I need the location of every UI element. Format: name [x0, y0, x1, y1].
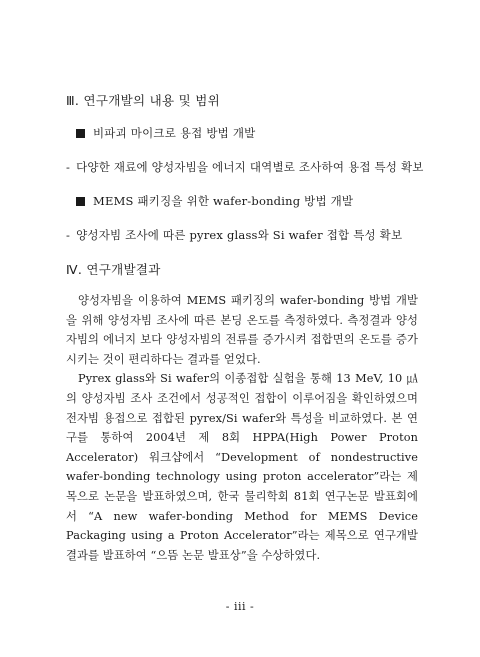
section-3-heading: Ⅲ. 연구개발의 내용 및 범위: [66, 93, 221, 108]
section-3-item-2: [66, 159, 424, 175]
item-text: 양성자빔 조사에 따른 pyrex glass와 Si wafer 접합 특성 확보: [76, 228, 403, 242]
section-3-item-4: [66, 227, 402, 243]
item-text: 비파괴 마이크로 용접 방법 개발: [93, 126, 256, 140]
section-3-item-3: [76, 193, 353, 209]
item-text: 다양한 재료에 양성자빔을 에너지 대역별로 조사하여 용접 특성 확보: [76, 160, 424, 174]
paragraph-2: Pyrex glass와 Si wafer의 이종접합 실험을 통해 13 MeV, 10 ㎂의 양성자빔 조사 조건에서 성공적인 접합이 이루어짐을 확인하였으며 전자빔 용접으로 접합된 pyrex/Si wafer와 특성을 비교하였다. 본 연구를 통하여 2004년 제 8회 HPPA(High Power Proton Accelerator) 워크샵에서 “Development of nondestructive wafer-bonding technology using proton accelerator”라는 제목으로 논문을 발표하였으며, 한국 물리학회 81회 연구논문 발표회에서 “A new wafer-bonding Method for MEMS Device Packaging using a Proton Accelerator”라는 제목으로 연구개발 결과를 발표하여 “으뜸 논문 발표상”을 수상하였다.: [66, 372, 418, 562]
section-4-body: [66, 291, 418, 565]
section-3-item-1: [76, 125, 255, 141]
page-number: - iii -: [225, 600, 255, 613]
dash-bullet: -: [66, 160, 71, 174]
paragraph-1: 양성자빔을 이용하여 MEMS 패키징의 wafer-bonding 방법 개발을 위해 양성자빔 조사에 따른 본딩 온도를 측정하였다. 측정결과 양성자빔의 에너지 보다 양성자빔의 전류를 증가시켜 접합면의 온도를 증가시키는 것이 편리하다는 결과를 얻었다.: [66, 294, 418, 366]
square-bullet-icon: [76, 197, 85, 206]
item-text: MEMS 패키징을 위한 wafer-bonding 방법 개발: [93, 194, 354, 208]
square-bullet-icon: [76, 129, 85, 138]
dash-bullet: -: [66, 228, 71, 242]
section-4-heading: Ⅳ. 연구개발결과: [66, 262, 161, 277]
